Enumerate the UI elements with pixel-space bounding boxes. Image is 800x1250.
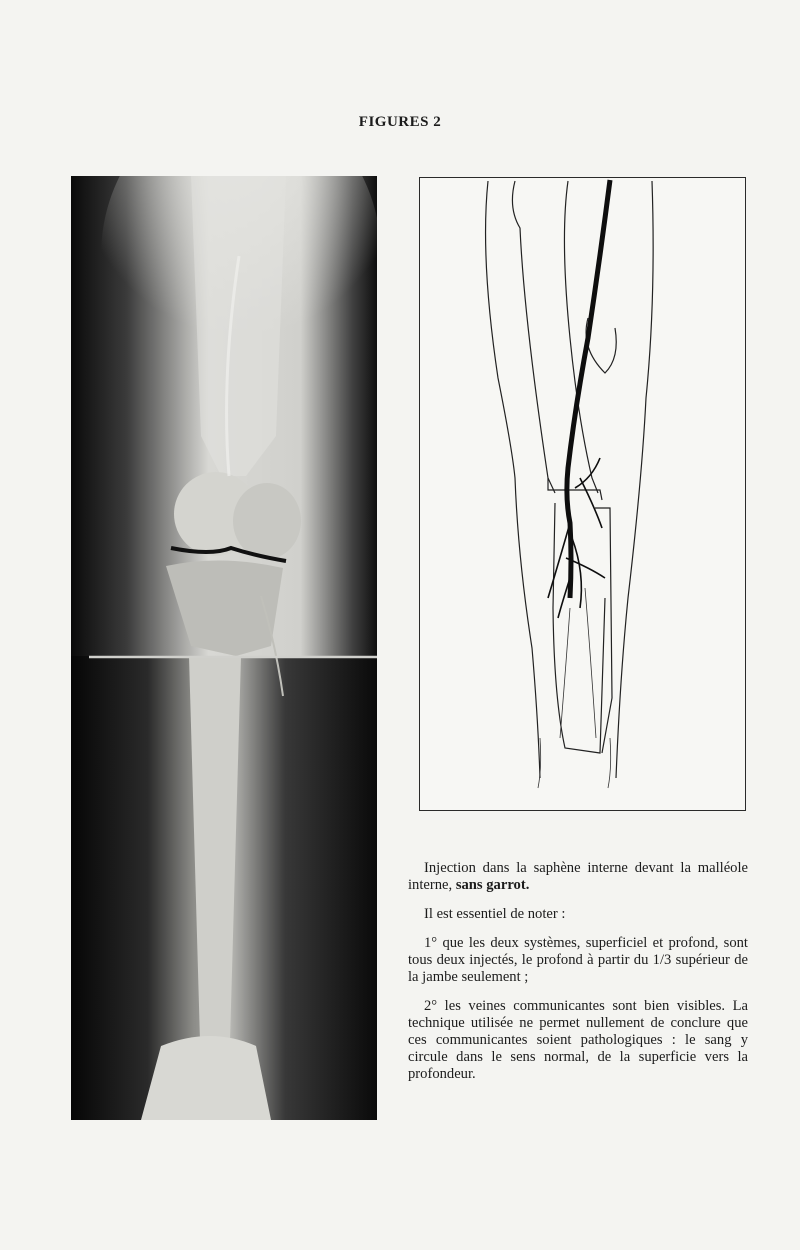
caption-block [408, 860, 748, 1095]
caption-paragraph-4: 2° les veines communicantes sont bien visibles. La technique utilisée ne permet nullement de conclure que ces communicantes soient pathologiques : le sang y circule dans le sens normal, de la superficie vers la profondeur. [408, 998, 748, 1082]
caption-paragraph-3: 1° que les deux systèmes, superficiel et profond, sont tous deux injectés, le profond à partir du 1/3 supérieur de la jambe seulement ; [408, 935, 748, 985]
page-header: FIGURES 2 [358, 114, 442, 130]
vein-tracing-drawing [419, 177, 746, 811]
caption-bold: sans garrot. [455, 877, 530, 893]
caption-text: Injection dans la saphène interne devant la malléole interne, [408, 860, 748, 893]
caption-paragraph-1 [408, 860, 748, 894]
x-ray-leg-image [71, 176, 377, 1120]
caption-paragraph-2: Il est essentiel de noter : [424, 906, 566, 922]
